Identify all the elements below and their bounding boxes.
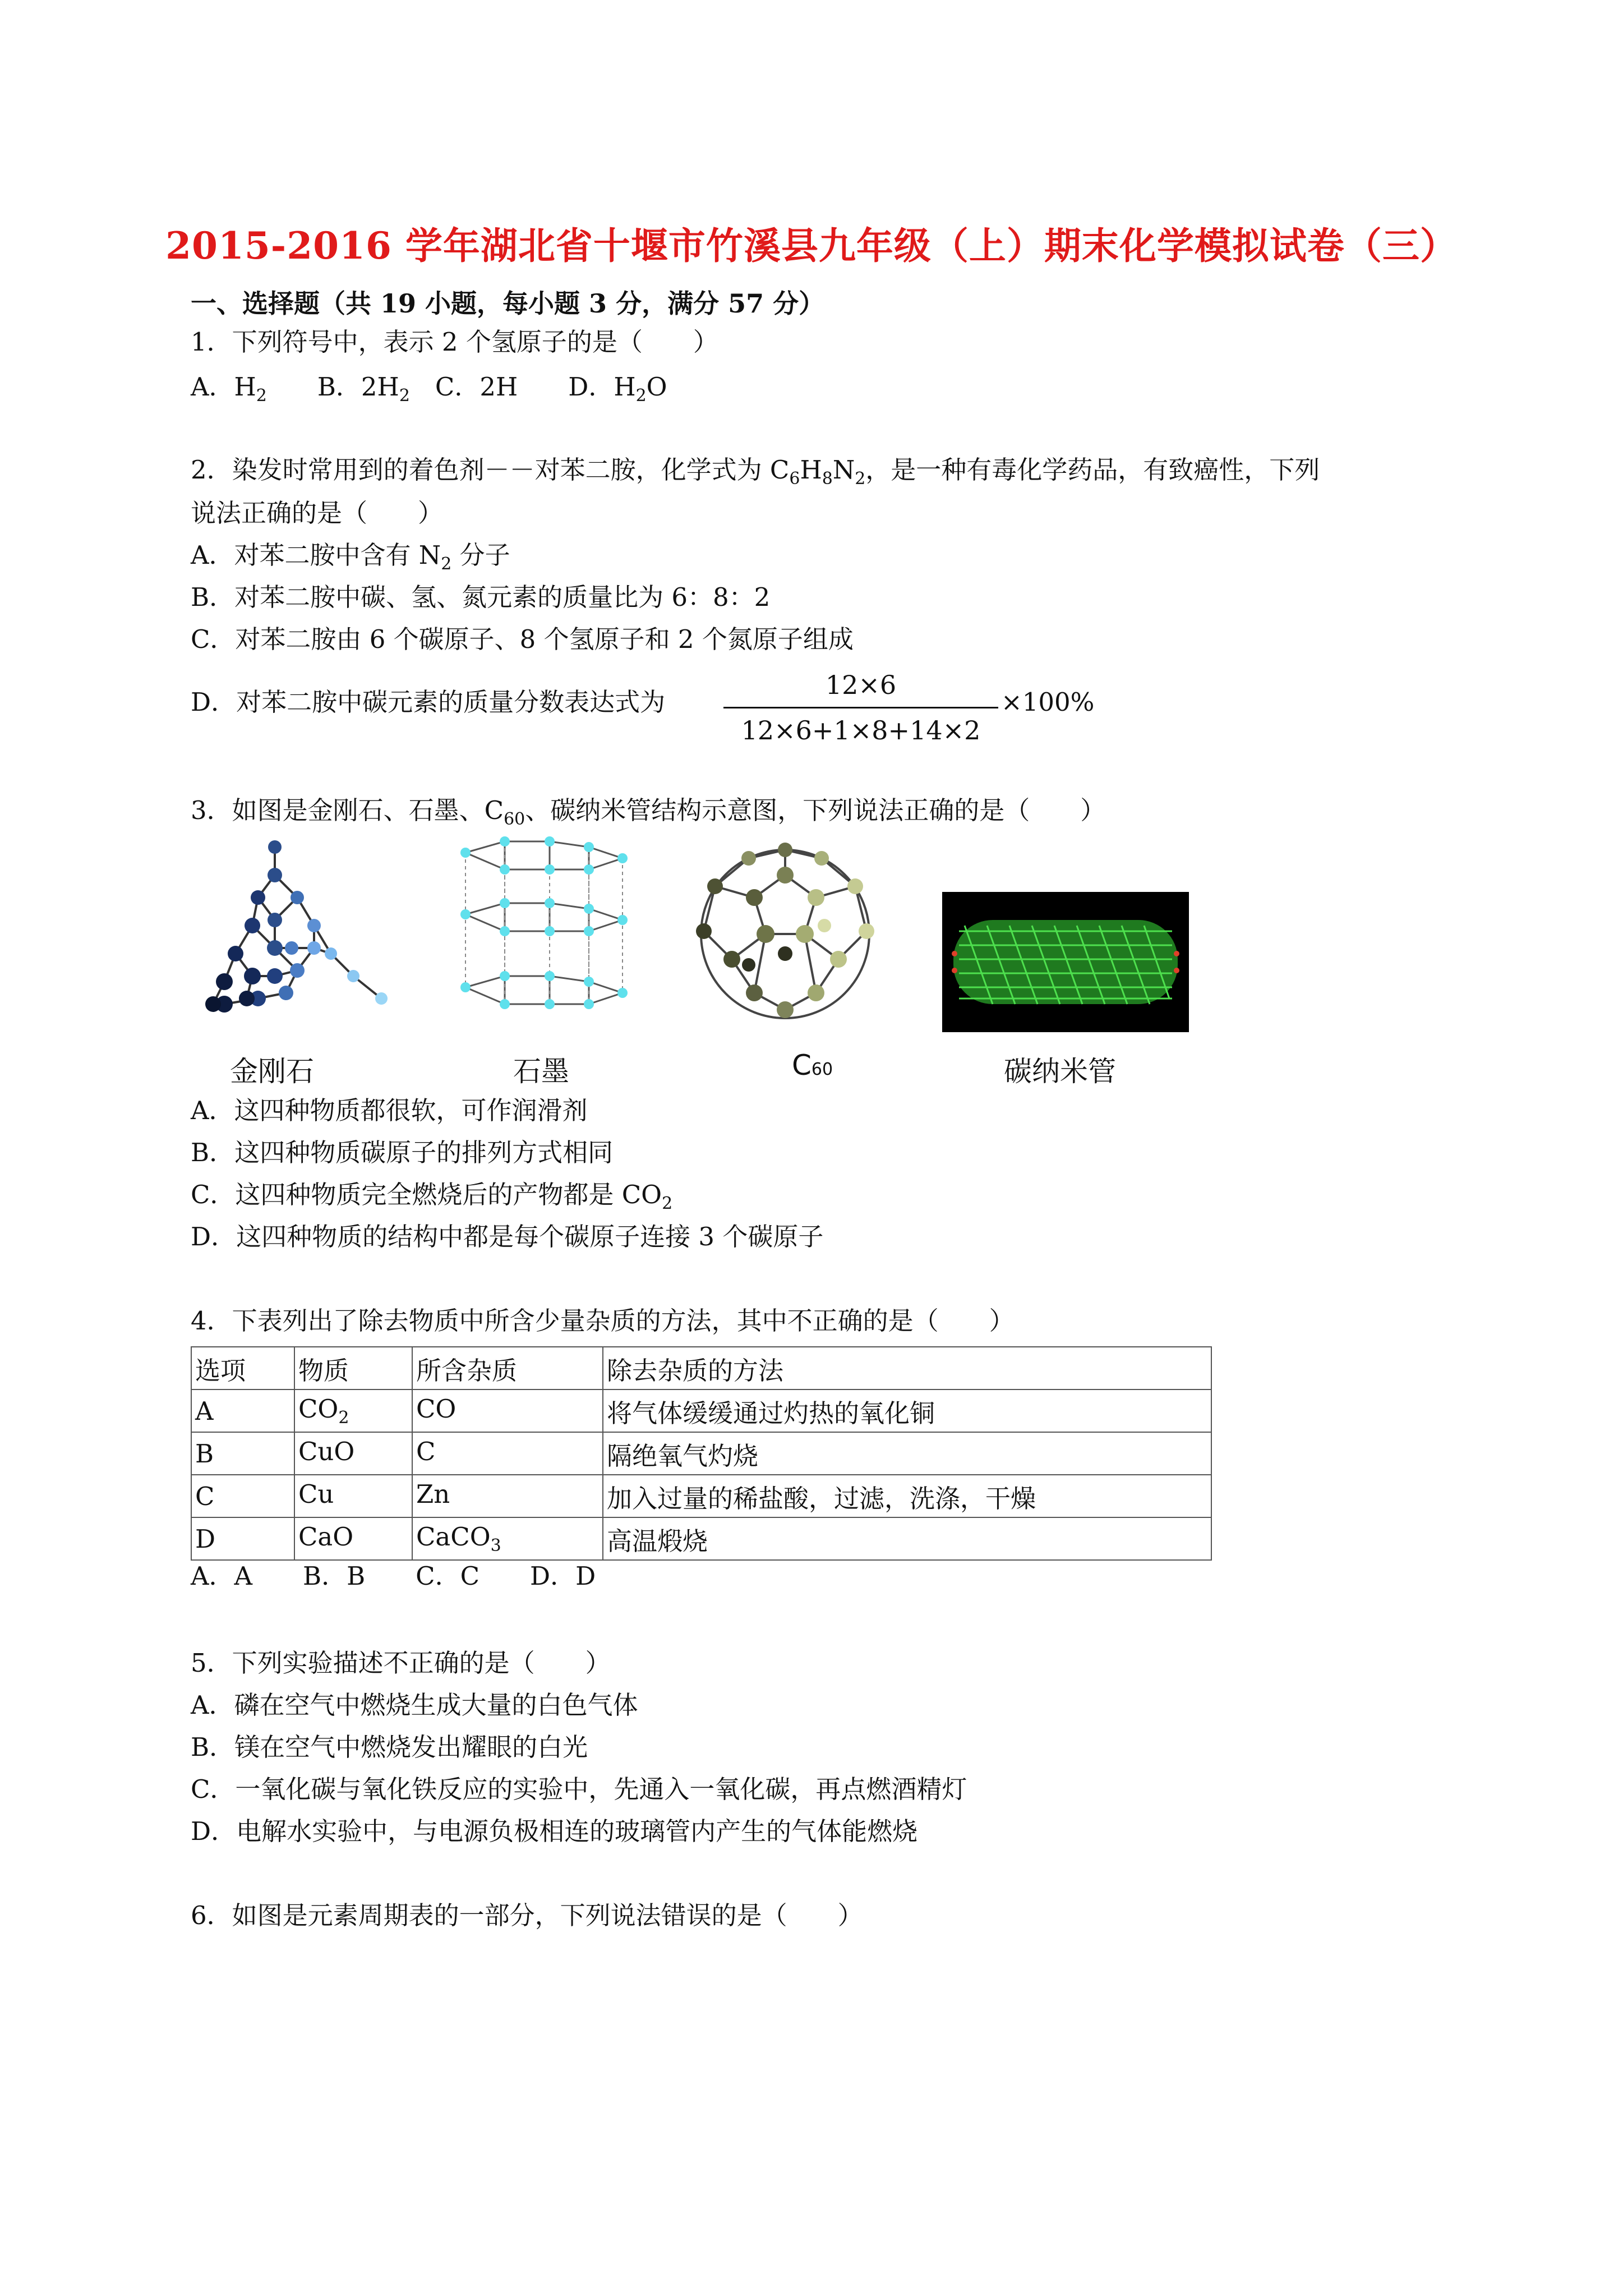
diamond-structure-image xyxy=(191,836,404,1027)
table-cell: Zn xyxy=(412,1475,603,1517)
q2-stem-line1: 2．染发时常用到的着色剂－－对苯二胺，化学式为 $C_6H_8N_2$，是一种有毒化学药品，有致癌性，下列 xyxy=(191,455,1320,489)
q3-option-c: C．这四种物质完全燃烧后的产物都是 $CO_2$ xyxy=(191,1180,673,1213)
label-c60: C60 xyxy=(792,1049,833,1082)
graphite-structure-image xyxy=(454,836,639,1027)
label-diamond: 金刚石 xyxy=(230,1055,314,1088)
table-row xyxy=(191,1389,1211,1432)
q1-option-b: B．$2H_2$ xyxy=(317,372,410,406)
q2-stem-line2: 说法正确的是（ ） xyxy=(191,498,444,528)
fraction-denominator: 12×6+1×8+14×2 xyxy=(741,715,981,746)
table-cell: $CO_2$ xyxy=(294,1389,412,1432)
q5-option-d: D．电解水实验中，与电源负极相连的玻璃管内产生的气体能燃烧 xyxy=(191,1816,918,1846)
label-graphite: 石墨 xyxy=(513,1055,569,1088)
table-row xyxy=(191,1432,1211,1475)
table-cell: D xyxy=(191,1517,294,1560)
q4-options: A．A B．B C．C D．D xyxy=(191,1561,596,1591)
q6-stem: 6．如图是元素周期表的一部分，下列说法错误的是（ ） xyxy=(191,1901,863,1930)
q1-options xyxy=(191,370,667,413)
page-title: 2015-2016 学年湖北省十堰市竹溪县九年级（上）期末化学模拟试卷（三） xyxy=(165,224,1458,268)
q2-option-b: B．对苯二胺中碳、氢、氮元素的质量比为 6：8：2 xyxy=(191,582,771,612)
header-cell: 物质 xyxy=(294,1347,412,1389)
q1-option-c: C．2H xyxy=(435,372,518,402)
mass-fraction-formula xyxy=(723,668,998,748)
q4-stem: 4．下表列出了除去物质中所含少量杂质的方法，其中不正确的是（ ） xyxy=(191,1306,1015,1336)
table-cell: 隔绝氧气灼烧 xyxy=(603,1432,1211,1475)
table-cell: Cu xyxy=(294,1475,412,1517)
table-cell: 将气体缓缓通过灼热的氧化铜 xyxy=(603,1389,1211,1432)
header-cell: 除去杂质的方法 xyxy=(603,1347,1211,1389)
fraction-numerator: 12×6 xyxy=(825,670,897,700)
table-cell: CuO xyxy=(294,1432,412,1475)
q1-option-d: D．$H_2O$ xyxy=(568,372,667,406)
table-row xyxy=(191,1517,1211,1560)
table-cell: B xyxy=(191,1432,294,1475)
q2-option-a: A．对苯二胺中含有 $N_2$ 分子 xyxy=(191,540,510,574)
q3-option-a: A．这四种物质都很软，可作润滑剂 xyxy=(191,1096,588,1125)
header-cell: 选项 xyxy=(191,1347,294,1389)
carbon-nanotube-image xyxy=(942,892,1189,1032)
section-heading: 一、选择题（共 19 小题，每小题 3 分，满分 57 分） xyxy=(191,288,825,319)
q2-option-d: D．对苯二胺中碳元素的质量分数表达式为 xyxy=(191,687,666,717)
table-cell: 加入过量的稀盐酸，过滤，洗涤，干燥 xyxy=(603,1475,1211,1517)
table-cell: C xyxy=(412,1432,603,1475)
c60-structure-image xyxy=(687,841,883,1027)
q5-option-c: C．一氧化碳与氧化铁反应的实验中，先通入一氧化碳，再点燃酒精灯 xyxy=(191,1774,967,1804)
header-cell: 所含杂质 xyxy=(412,1347,603,1389)
impurity-table xyxy=(191,1346,1212,1561)
table-cell: 高温煅烧 xyxy=(603,1517,1211,1560)
table-header-row xyxy=(191,1347,1211,1389)
table-row xyxy=(191,1475,1211,1517)
q2-option-d-tail: ×100% xyxy=(1001,687,1095,717)
table-cell: A xyxy=(191,1389,294,1432)
q2-option-c: C．对苯二胺由 6 个碳原子、8 个氢原子和 2 个氮原子组成 xyxy=(191,624,854,654)
table-cell: CaCO$_3$ xyxy=(412,1517,603,1560)
q3-option-d: D．这四种物质的结构中都是每个碳原子连接 3 个碳原子 xyxy=(191,1222,824,1251)
table-cell: CO xyxy=(412,1389,603,1432)
q3-stem: 3．如图是金刚石、石墨、$C_{60}$、碳纳米管结构示意图，下列说法正确的是（ ） xyxy=(191,795,1106,829)
q5-option-a: A．磷在空气中燃烧生成大量的白色气体 xyxy=(191,1690,638,1720)
q3-option-b: B．这四种物质碳原子的排列方式相同 xyxy=(191,1138,614,1167)
label-carbon-nanotube: 碳纳米管 xyxy=(1004,1055,1116,1088)
q1-stem: 1．下列符号中，表示 2 个氢原子的是（ ） xyxy=(191,327,718,357)
q1-option-a: A．$H_2$ xyxy=(191,372,267,406)
table-cell: CaO xyxy=(294,1517,412,1560)
fraction-bar xyxy=(723,707,998,708)
q5-stem: 5．下列实验描述不正确的是（ ） xyxy=(191,1648,611,1678)
q5-option-b: B．镁在空气中燃烧发出耀眼的白光 xyxy=(191,1732,588,1762)
table-cell: C xyxy=(191,1475,294,1517)
